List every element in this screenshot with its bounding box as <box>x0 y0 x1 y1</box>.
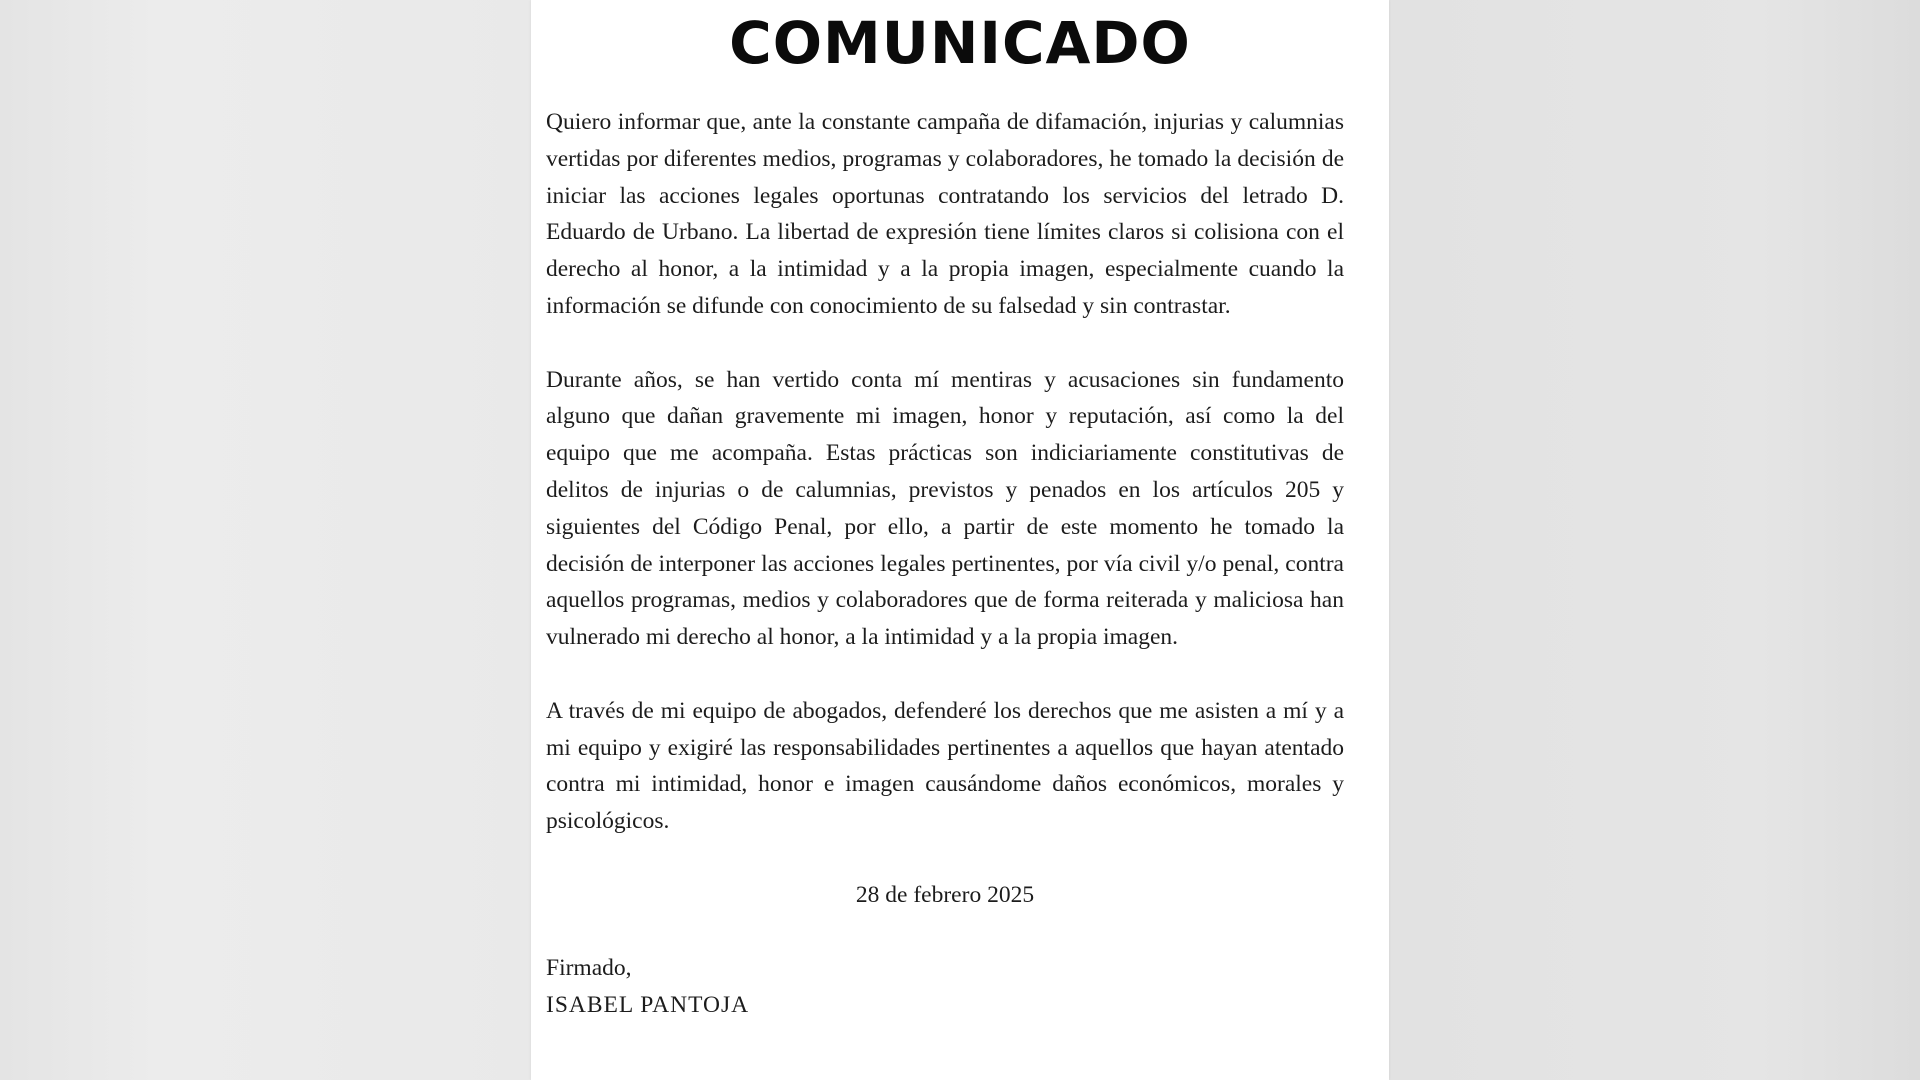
paragraph-2: Durante años, se han vertido conta mí mentiras y acusaciones sin fundamento alguno que dañan gravemente mi imagen, honor y reputación, así como la del equipo que me acompaña. Estas prácticas son indiciariamente constitutivas de delitos de injurias o de calumnias, previstos y penados en los artículos 205 y siguientes del Código Penal, por ello, a partir de este momento he tomado la decisión de interponer las acciones legales pertinentes, por vía civil y/o penal, contra aquellos programas, medios y colaboradores que de forma reiterada y maliciosa han vulnerado mi derecho al honor, a la intimidad y a la propia imagen. <box>546 366 1344 651</box>
document-page <box>531 0 1389 1080</box>
backdrop-right <box>1389 0 1920 1080</box>
paragraph-3: A través de mi equipo de abogados, defenderé los derechos que me asisten a mí y a mi equipo y exigiré las responsabilidades pertinentes a aquellos que hayan atentado contra mi intimidad, honor e imagen causándome daños económicos, morales y psicológicos. <box>546 697 1344 835</box>
document-date: 28 de febrero 2025 <box>855 881 1035 908</box>
backdrop-left <box>0 0 531 1080</box>
signature-name: ISABEL PANTOJA <box>546 992 750 1019</box>
document-body <box>546 104 1344 1024</box>
document-title: COMUNICADO <box>729 9 1191 77</box>
signature-label: Firmado, <box>546 955 632 982</box>
paragraph-1: Quiero informar que, ante la constante campaña de difamación, injurias y calumnias vertidas por diferentes medios, programas y colaboradores, he tomado la decisión de iniciar las acciones legales oportunas contratando los servicios del letrado D. Eduardo de Urbano. La libertad de expresión tiene límites claros si colisiona con el derecho al honor, a la intimidad y a la propia imagen, especialmente cuando la información se difunde con conocimiento de su falsedad y sin contrastar. <box>546 109 1344 319</box>
